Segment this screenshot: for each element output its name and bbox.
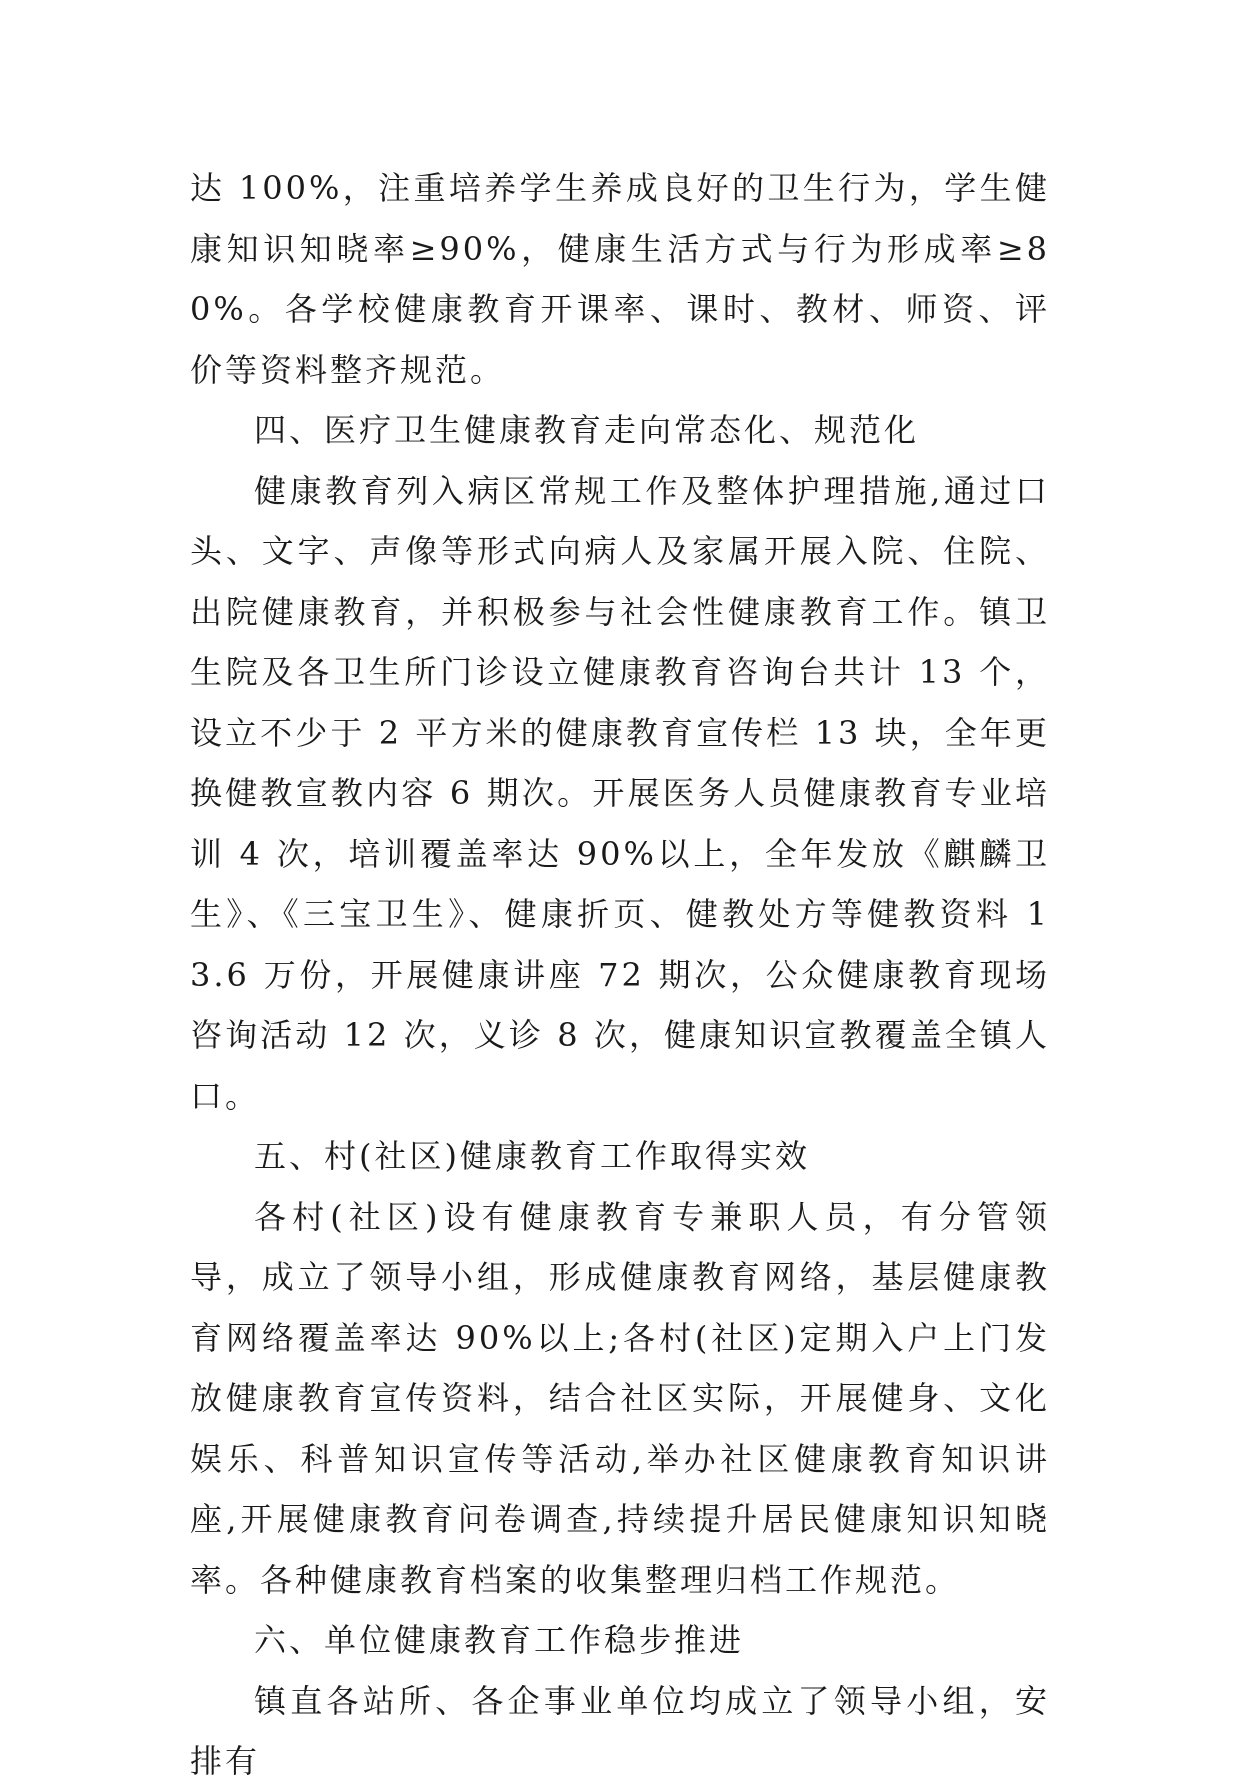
document-body [190,158,1050,1792]
section-heading-medical-health-education: 四、医疗卫生健康教育走向常态化、规范化 [254,411,920,449]
paragraph-school-health-continued: 达 100%，注重培养学生养成良好的卫生行为，学生健康知识知晓率≥90%，健康生活方式与行为形成率≥80%。各学校健康教育开课率、课时、教材、师资、评价等资料整齐规范。 [190,169,1050,389]
paragraph-unit-health-education: 镇直各站所、各企事业单位均成立了领导小组，安排有 [190,1681,1050,1780]
section-heading-unit-health-education: 六、单位健康教育工作稳步推进 [254,1621,745,1659]
paragraph-village-community: 各村(社区)设有健康教育专兼职人员，有分管领导，成立了领导小组，形成健康教育网络，基层健康教育网络覆盖率达 90%以上;各村(社区)定期入户上门发放健康教育宣传资料，结合社区实际，开展健身、文化娱乐、科普知识宣传等活动,举办社区健康教育知识讲座,开展健康教育问卷调查,持续提升居民健康知识知晓率。各种健康教育档案的收集整理归档工作规范。 [190,1197,1050,1599]
section-heading-village-community: 五、村(社区)健康教育工作取得实效 [254,1137,810,1175]
paragraph-medical-health-education: 健康教育列入病区常规工作及整体护理措施,通过口头、文字、声像等形式向病人及家属开展入院、住院、出院健康教育，并积极参与社会性健康教育工作。镇卫生院及各卫生所门诊设立健康教育咨询台共计 13 个，设立不少于 2 平方米的健康教育宣传栏 13 块，全年更换健教宣教内容 6 期次。开展医务人员健康教育专业培训 4 次，培训覆盖率达 90%以上，全年发放《麒麟卫生》、《三宝卫生》、健康折页、健教处方等健教资料 13.6 万份，开展健康讲座 72 期次，公众健康教育现场咨询活动 12 次，义诊 8 次，健康知识宣教覆盖全镇人口。 [190,471,1050,1115]
